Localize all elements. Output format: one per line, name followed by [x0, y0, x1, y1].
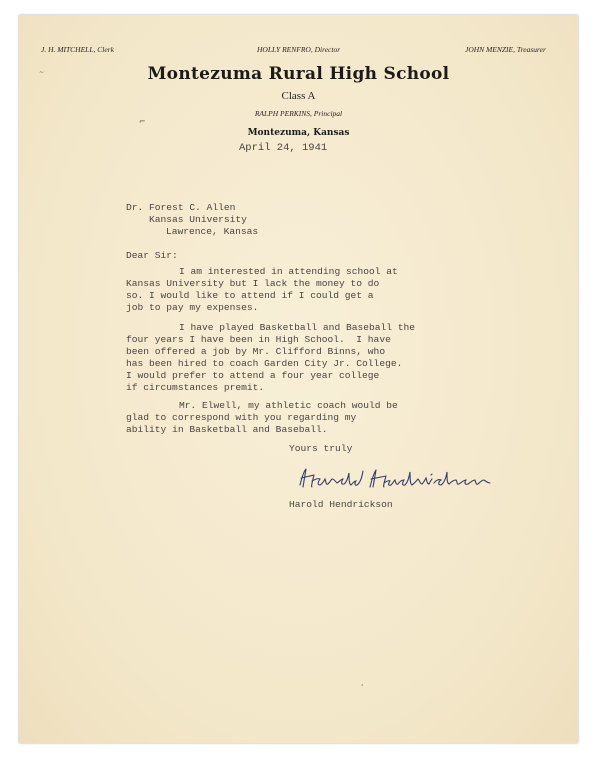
typed-name: Harold Hendrickson [289, 499, 393, 510]
paragraph-line: has been hired to coach Garden City Jr. College. [126, 358, 403, 369]
paragraph-line: ability in Basketball and Baseball. [126, 424, 328, 435]
stray-mark: ‚ [361, 679, 364, 687]
paragraph-line: Mr. Elwell, my athletic coach would be [179, 400, 398, 411]
paragraph-line: I have played Basketball and Baseball the [179, 322, 416, 333]
recipient-line: Dr. Forest C. Allen [126, 202, 236, 213]
letterhead-city: Montezuma, Kansas [247, 128, 350, 138]
paragraph-line: job to pay my expenses. [126, 302, 259, 313]
paragraph-line: I would prefer to attend a four year college [126, 370, 380, 381]
handwritten-signature [294, 463, 504, 491]
school-class: Class A [281, 90, 316, 102]
paragraph-line: been offered a job by Mr. Clifford Binns, who [126, 346, 386, 357]
paragraph-line: I am interested in attending school at [179, 266, 398, 277]
recipient-line: Lawrence, Kansas [166, 226, 259, 237]
paragraph-line: four years I have been in High School. I have [126, 334, 391, 345]
paragraph-line: if circumstances premit. [126, 382, 265, 393]
letterhead-treasurer: JOHN MENZIE, Treasurer [465, 45, 546, 54]
pencil-mark: ~ [39, 69, 45, 76]
letter-page [19, 15, 578, 743]
salutation: Dear Sir: [126, 250, 178, 261]
letter-date: April 24, 1941 [239, 142, 328, 154]
paragraph-line: glad to correspond with you regarding my [126, 412, 357, 423]
letterhead-principal: RALPH PERKINS, Principal [254, 109, 343, 118]
letterhead-clerk: J. H. MITCHELL, Clerk [41, 45, 114, 54]
letterhead-director: HOLLY RENFRO, Director [257, 45, 341, 54]
closing: Yours truly [289, 443, 353, 454]
recipient-line: Kansas University [149, 214, 247, 225]
paragraph-line: so. I would like to attend if I could get a [126, 290, 374, 301]
paragraph-line: Kansas University but I lack the money to do [126, 278, 380, 289]
school-name-heading: Montezuma Rural High School [147, 64, 450, 84]
pencil-mark: ⌐ [139, 117, 146, 126]
